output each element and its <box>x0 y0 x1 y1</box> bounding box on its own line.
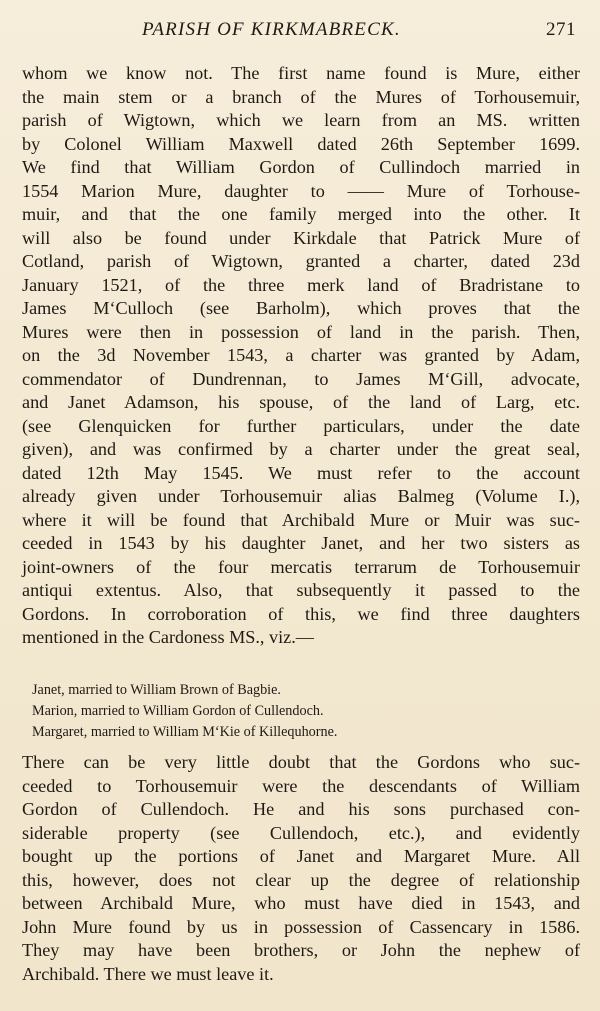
paragraph-1 <box>22 62 580 650</box>
page-number: 271 <box>546 19 576 40</box>
text-line: where it will be found that Archibald Mure or Muir was suc- <box>22 509 580 530</box>
text-line: on the 3d November 1543, a charter was granted by Adam, <box>22 345 580 365</box>
text-line: We find that William Gordon of Cullindoch married in <box>22 157 580 177</box>
text-line: John Mure found by us in possession of Cassencary in 1586. <box>22 916 580 937</box>
text-line: Mures were then in possession of land in the parish. Then, <box>22 321 580 342</box>
list-item: Janet, married to William Brown of Bagbie. <box>32 682 281 698</box>
daughters-list <box>32 680 552 743</box>
page-header <box>22 19 580 47</box>
text-line: given), and was confirmed by a charter under the great seal, <box>22 439 580 459</box>
text-line: whom we know not. The first name found is Mure, either <box>22 63 580 83</box>
text-line: There can be very little doubt that the Gordons who suc- <box>22 752 580 772</box>
text-line: and Janet Adamson, his spouse, of the land of Larg, etc. <box>22 392 580 412</box>
text-line: They may have been brothers, or John the nephew of <box>22 940 580 960</box>
text-line: already given under Torhousemuir alias Balmeg (Volume I.), <box>22 486 580 506</box>
text-line: Archibald. There we must leave it. <box>22 963 274 984</box>
paragraph-2 <box>22 751 580 986</box>
text-line: antiqui extentus. Also, that subsequently it passed to the <box>22 580 580 600</box>
text-line: Cotland, parish of Wigtown, granted a charter, dated 23d <box>22 251 580 271</box>
text-line: the main stem or a branch of the Mures of Torhousemuir, <box>22 86 580 107</box>
text-line: Gordon of Cullendoch. He and his sons purchased con- <box>22 799 580 819</box>
text-line: bought up the portions of Janet and Margaret Mure. All <box>22 846 580 866</box>
text-line: dated 12th May 1545. We must refer to the account <box>22 462 580 483</box>
list-item: Margaret, married to William M‘Kie of Killequhorne. <box>32 724 338 740</box>
text-line: (see Glenquicken for further particulars, under the date <box>22 415 580 436</box>
text-line: will also be found under Kirkdale that Patrick Mure of <box>22 227 580 248</box>
text-line: James M‘Culloch (see Barholm), which proves that the <box>22 298 580 318</box>
text-line: mentioned in the Cardoness MS., viz.— <box>22 627 314 647</box>
text-line: muir, and that the one family merged into the other. It <box>22 204 580 224</box>
text-line: siderable property (see Cullendoch, etc.), and evidently <box>22 822 580 843</box>
text-line: 1554 Marion Mure, daughter to —— Mure of Torhouse- <box>22 180 580 201</box>
text-line: joint-owners of the four mercatis terrarum de Torhousemuir <box>22 556 580 577</box>
text-line: January 1521, of the three merk land of Bradristane to <box>22 274 580 295</box>
text-line: ceeded to Torhousemuir were the descendants of William <box>22 775 580 796</box>
text-line: parish of Wigtown, which we learn from an MS. written <box>22 110 580 130</box>
list-item: Marion, married to William Gordon of Cullendoch. <box>32 703 324 719</box>
text-line: commendator of Dundrennan, to James M‘Gill, advocate, <box>22 368 580 389</box>
text-line: ceeded in 1543 by his daughter Janet, and her two sisters as <box>22 533 580 553</box>
text-line: by Colonel William Maxwell dated 26th September 1699. <box>22 133 580 154</box>
running-title: PARISH OF KIRKMABRECK. <box>142 19 401 40</box>
text-line: Gordons. In corroboration of this, we find three daughters <box>22 603 580 624</box>
text-line: this, however, does not clear up the degree of relationship <box>22 869 580 890</box>
text-line: between Archibald Mure, who must have died in 1543, and <box>22 893 580 913</box>
